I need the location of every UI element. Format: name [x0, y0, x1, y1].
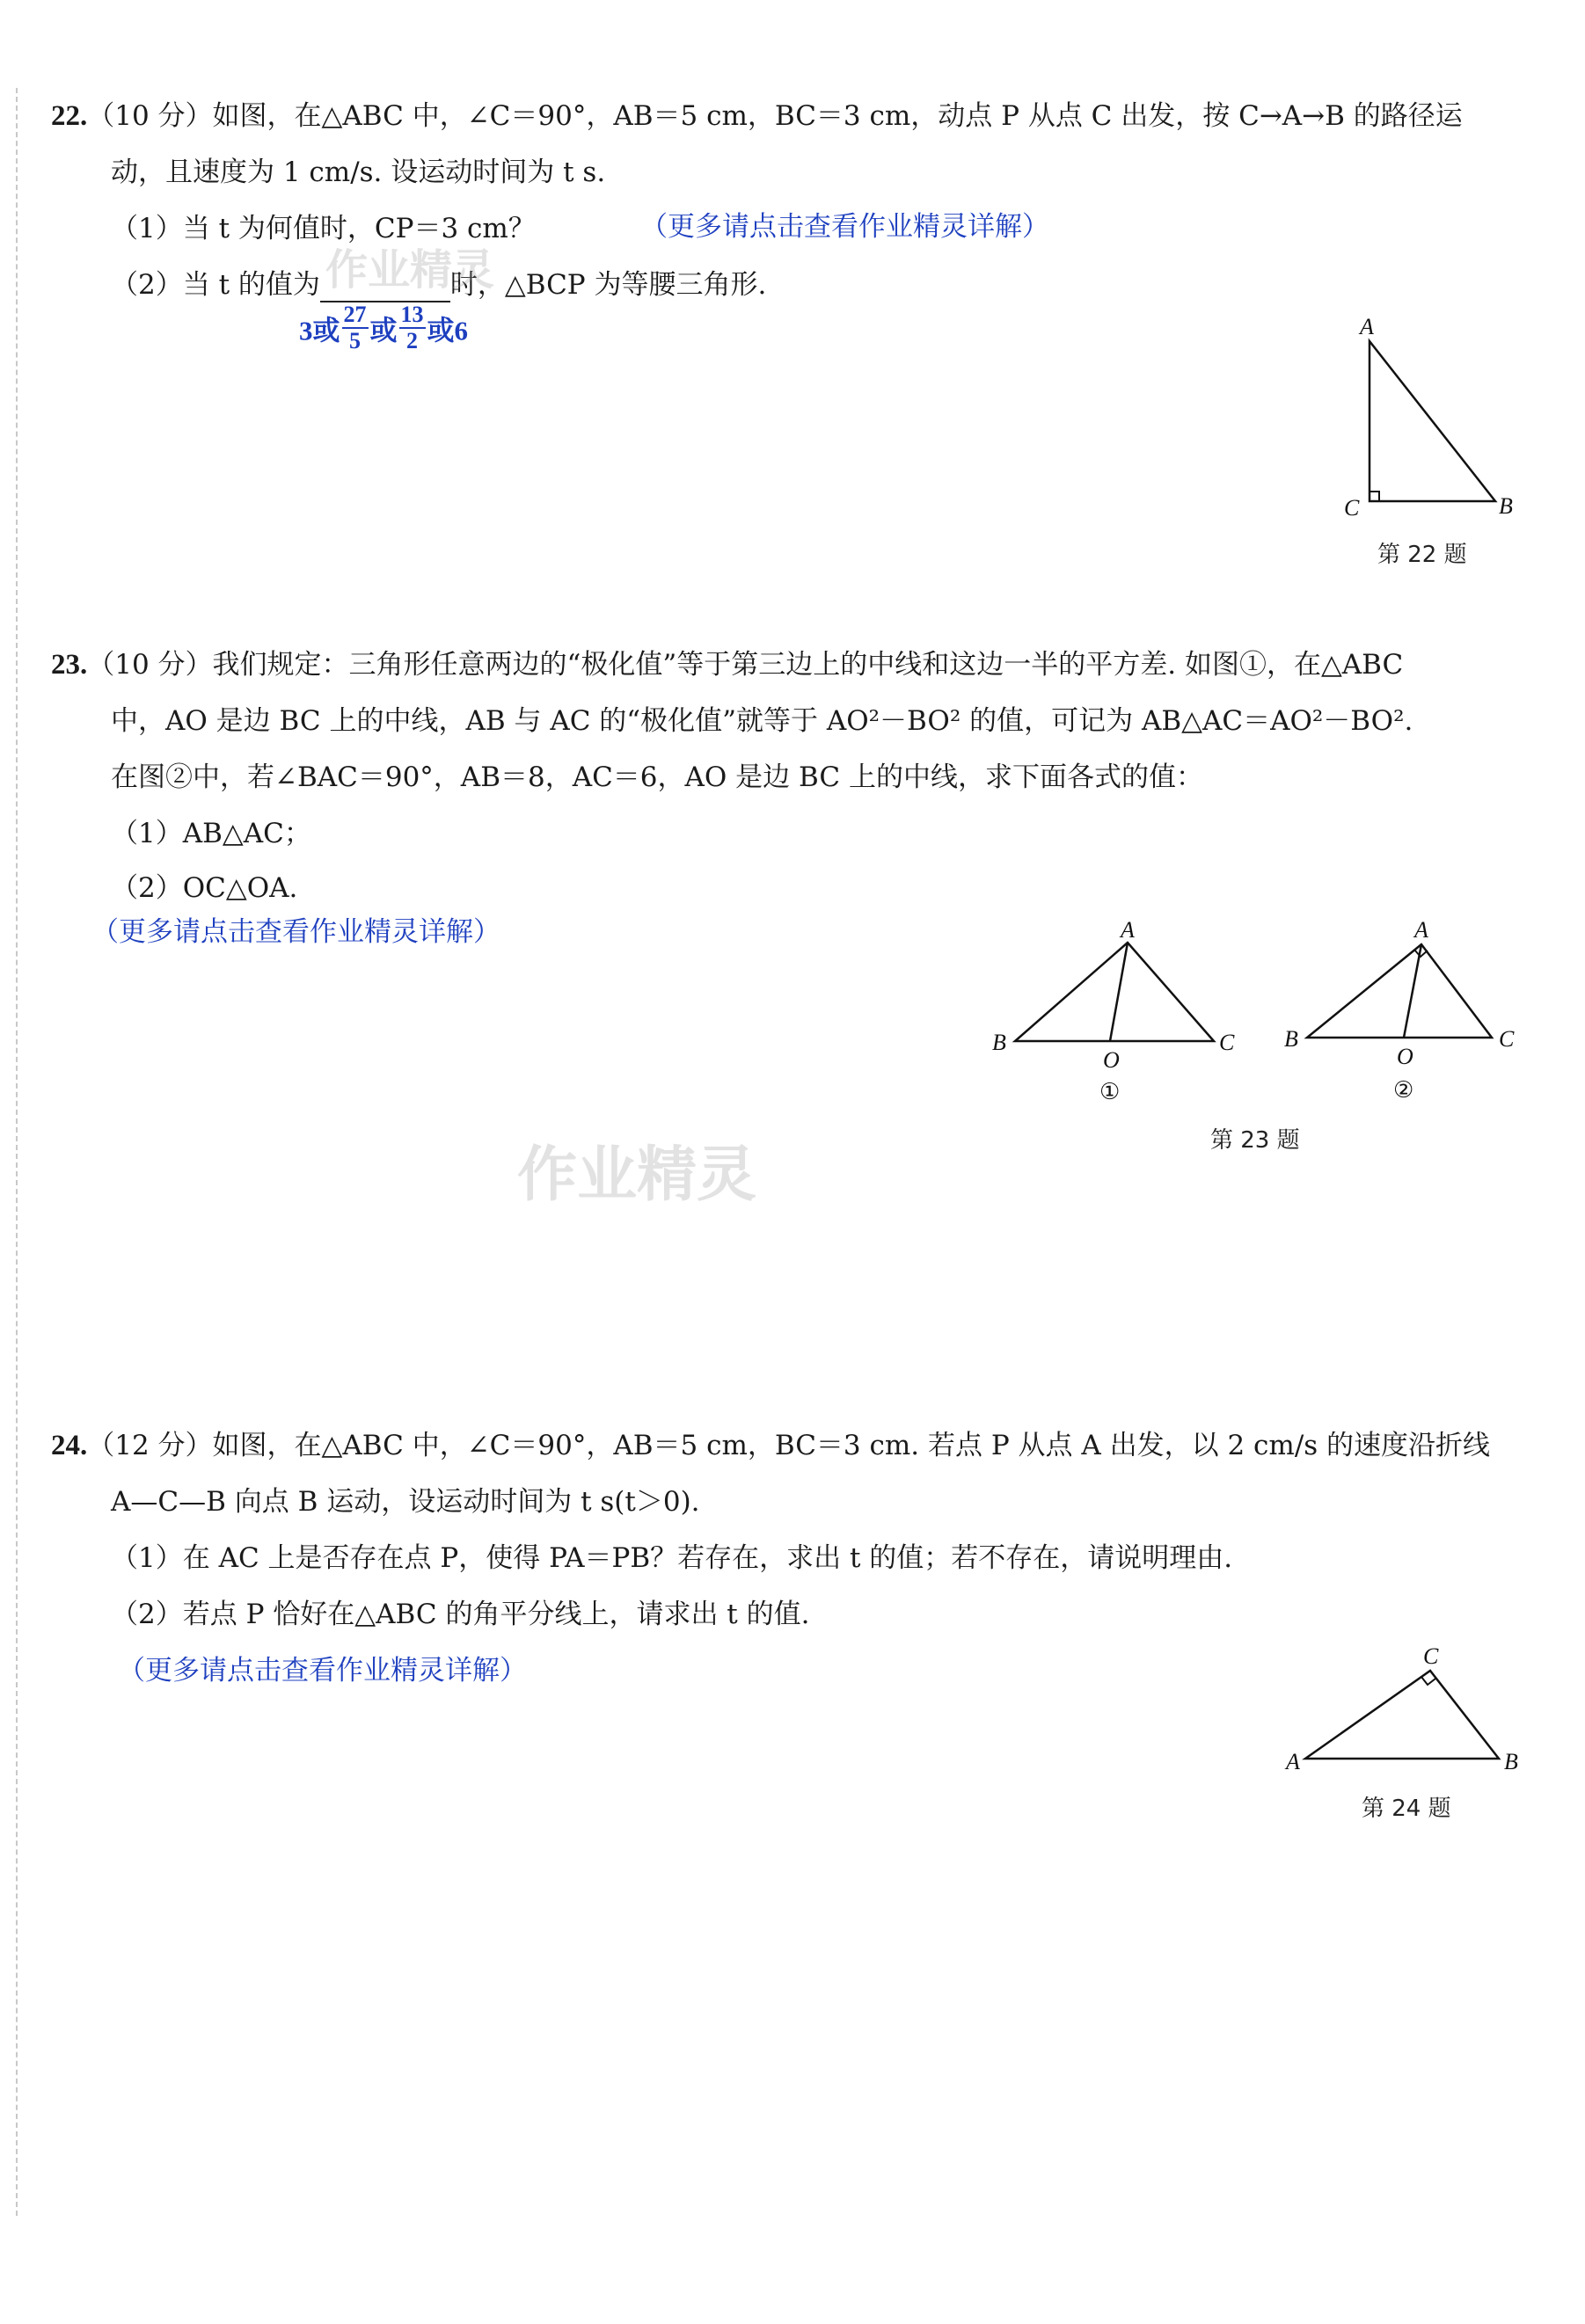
q24-line2: A—C—B 向点 B 运动，设运动时间为 t s(t＞0). — [111, 1486, 700, 1518]
q22-part2: （2）当 t 的值为 时，△BCP 为等腰三角形. — [111, 269, 767, 301]
q23-line1: 23.（10 分）我们规定：三角形任意两边的“极化值”等于第三边上的中线和这边一半的平方差. 如图①，在△ABC — [51, 649, 1404, 681]
q23-fig2-number: ② — [1393, 1077, 1414, 1104]
q23-fig1-label-c: C — [1219, 1030, 1235, 1055]
q23-fig1-label-a: A — [1121, 917, 1135, 943]
q24-line1: 24.（12 分）如图，在△ABC 中，∠C＝90°，AB＝5 cm，BC＝3 cm. 若点 P 从点 A 出发，以 2 cm/s 的速度沿折线 — [51, 1430, 1491, 1461]
q24-caption: 第 24 题 — [1362, 1796, 1451, 1822]
q23-caption: 第 23 题 — [1210, 1127, 1300, 1154]
q24-part2: （2）若点 P 恰好在△ABC 的角平分线上，请求出 t 的值. — [111, 1599, 810, 1630]
q22-label-b: B — [1499, 493, 1513, 519]
q23-fig2-label-b: B — [1284, 1026, 1298, 1052]
answer-fraction-13-2: $\frac{13}{2}$ — [400, 302, 424, 353]
q24-label-a: A — [1286, 1749, 1300, 1774]
q23-line3: 在图②中，若∠BAC＝90°，AB＝8，AC＝6，AO 是边 BC 上的中线，求下面各式的值： — [111, 761, 1203, 793]
q22-line2: 动，且速度为 1 cm/s. 设运动时间为 t s. — [111, 157, 606, 188]
q22-label-c: C — [1344, 495, 1360, 521]
q23-part1: （1）AB△AC； — [111, 818, 311, 849]
q22-answer: 3或 $\frac{27}{5}$ 或 $\frac{13}{2}$ 或6 — [299, 302, 468, 353]
q22-line1: 22.（10 分）如图，在△ABC 中，∠C＝90°，AB＝5 cm，BC＝3 cm，动点 P 从点 C 出发，按 C→A→B 的路径运 — [51, 100, 1463, 132]
q24-part1: （1）在 AC 上是否存在点 P，使得 PA＝PB？若存在，求出 t 的值；若不存在，请说明理由. — [111, 1542, 1233, 1574]
q24-triangle — [1305, 1671, 1499, 1759]
q23-fig2-triangle — [1307, 944, 1492, 1038]
q23-fig2-label-a: A — [1414, 917, 1428, 943]
q23-detail-link[interactable]: （更多请点击查看作业精灵详解） — [91, 916, 500, 948]
watermark-center: 作业精灵 — [517, 1140, 757, 1210]
q22-number: 22. — [51, 100, 88, 132]
q24-right-angle-mark — [1421, 1677, 1435, 1685]
q24-detail-link[interactable]: （更多请点击查看作业精灵详解） — [118, 1655, 527, 1687]
q23-line2: 中，AO 是边 BC 上的中线，AB 与 AC 的“极化值”就等于 AO²－BO² 的值，可记为 AB△AC＝AO²－BO². — [111, 705, 1413, 737]
q24-number: 24. — [51, 1430, 88, 1461]
q22-part1: （1）当 t 为何值时，CP＝3 cm？ — [111, 213, 536, 244]
q23-figure-2 — [1281, 917, 1545, 1115]
q23-fig1-number: ① — [1099, 1079, 1121, 1105]
q23-number: 23. — [51, 649, 88, 681]
q23-figure-1 — [985, 917, 1249, 1115]
q23-fig1-triangle — [1015, 943, 1214, 1041]
q23-fig1-label-o: O — [1103, 1047, 1120, 1073]
q22-figure — [1337, 315, 1530, 526]
q22-label-a: A — [1360, 314, 1374, 339]
q23-fig2-median — [1404, 944, 1421, 1038]
q22-triangle — [1370, 341, 1495, 501]
q24-label-c: C — [1423, 1643, 1439, 1669]
q24-figure — [1284, 1644, 1548, 1785]
watermark-top: 作业精灵 — [325, 245, 495, 295]
binding-margin-line — [16, 88, 18, 2216]
q23-part2: （2）OC△OA. — [111, 872, 298, 904]
q23-fig2-label-c: C — [1499, 1026, 1515, 1052]
q23-fig1-median — [1110, 943, 1128, 1041]
answer-fraction-27-5: $\frac{27}{5}$ — [343, 302, 367, 353]
q22-detail-link[interactable]: （更多请点击查看作业精灵详解） — [640, 211, 1049, 243]
q23-fig2-label-o: O — [1397, 1044, 1413, 1069]
q24-label-b: B — [1504, 1749, 1518, 1774]
q22-caption: 第 22 题 — [1377, 542, 1467, 568]
q23-fig1-label-b: B — [992, 1030, 1006, 1055]
q22-right-angle-mark — [1370, 492, 1379, 501]
